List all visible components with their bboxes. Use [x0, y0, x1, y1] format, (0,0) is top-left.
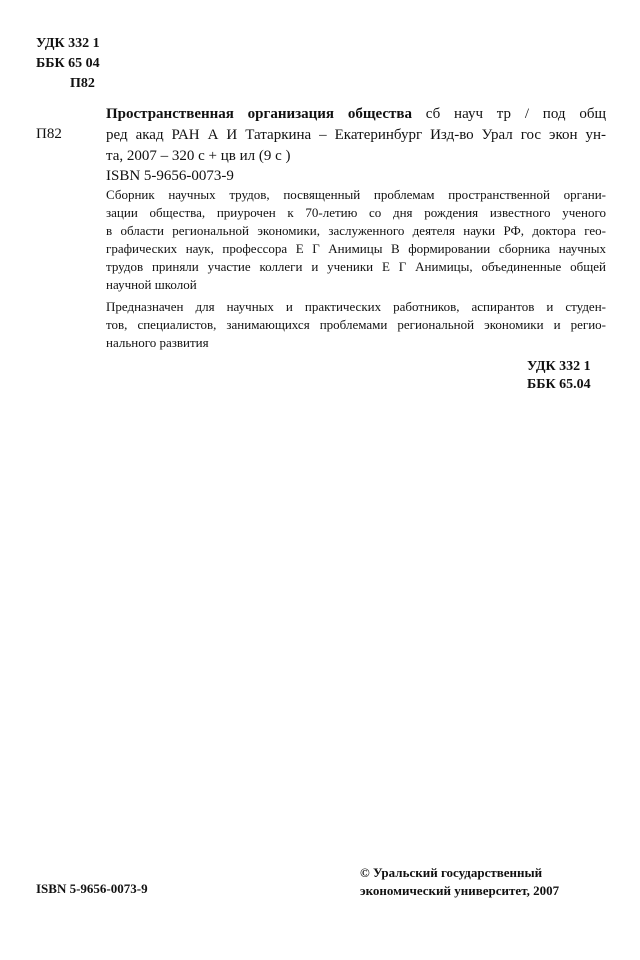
annotation-line: Предназначен для научных и практических работников, аспирантов и студен-: [106, 299, 606, 314]
bbk-code-bottom: ББК 65.04: [527, 377, 591, 392]
author-index: П82: [70, 76, 95, 91]
annotation-line: трудов приняли участие коллеги и ученики Е Г Анимицы, объединенные общей: [106, 259, 606, 274]
annotation-line: тов, специалистов, занимающихся проблемами региональной экономики и регио-: [106, 317, 606, 332]
annotation-line: зации общества, приурочен к 70-летию со дня рождения известного ученого: [106, 205, 606, 220]
isbn-main: ISBN 5-9656-0073-9: [106, 168, 234, 184]
udk-code-bottom: УДК 332 1: [527, 359, 591, 374]
bib-line-1-rest: сб науч тр / под общ: [411, 106, 606, 122]
udk-code: УДК 332 1: [36, 36, 100, 51]
annotation-line: графических наук, профессора Е Г Анимицы В формировании сборника научных: [106, 241, 606, 256]
bbk-code: ББК 65 04: [36, 56, 100, 71]
annotation-line: научной школой: [106, 277, 197, 292]
classification-block: [36, 34, 100, 94]
isbn-bottom: ISBN 5-9656-0073-9: [36, 881, 148, 896]
annotation: [106, 186, 606, 352]
copyright-line-2: экономический университет, 2007: [360, 883, 560, 898]
bibliographic-description: [106, 104, 606, 167]
bib-line-1: [106, 104, 606, 125]
bib-line-3: та, 2007 – 320 с + цв ил (9 с ): [106, 148, 291, 164]
copyright-line-1: © Уральский государственный: [360, 865, 543, 880]
bib-line-2: ред акад РАН А И Татаркина – Екатеринбург Изд-во Урал гос экон ун-: [106, 127, 606, 143]
annotation-line: нального развития: [106, 335, 209, 350]
annotation-line: в области региональной экономики, заслуженного деятеля науки РФ, доктора гео-: [106, 223, 606, 238]
book-title: Пространственная организация общества: [106, 106, 412, 122]
copyright-notice: [360, 864, 559, 900]
index-mark: П82: [36, 126, 62, 142]
annotation-line: Сборник научных трудов, посвященный проблемам пространственной органи-: [106, 187, 606, 202]
bottom-classification: [527, 358, 591, 394]
